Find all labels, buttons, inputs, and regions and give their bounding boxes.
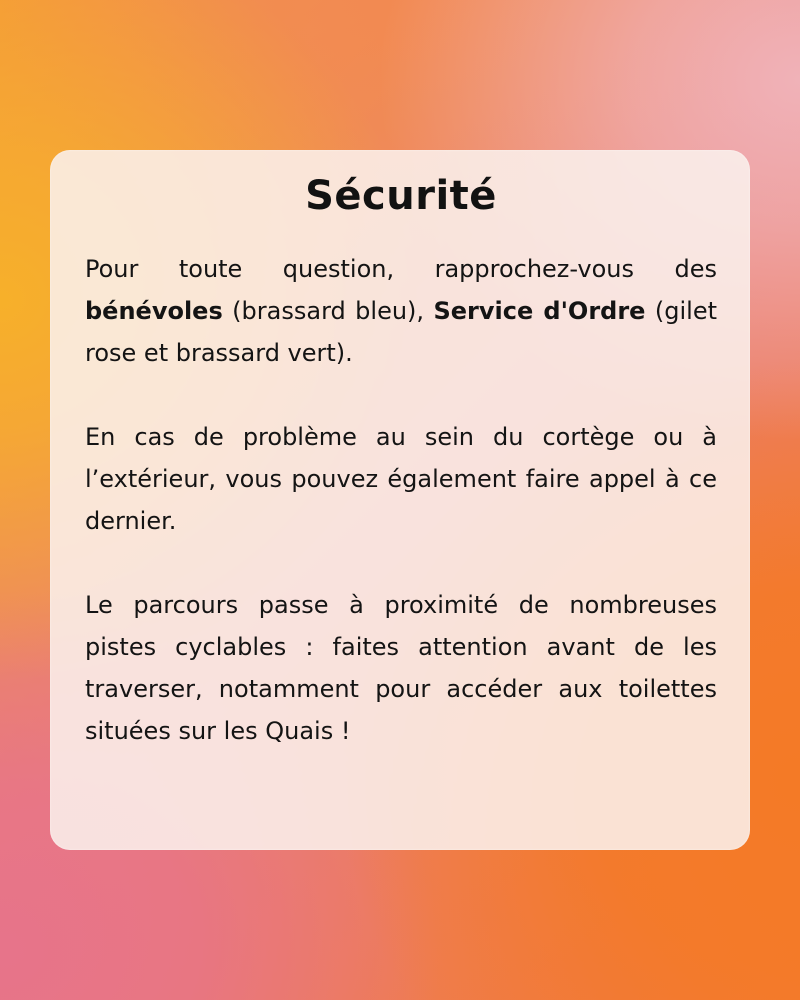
paragraph-problems: En cas de problème au sein du cortège ou à l’extérieur, vous pouvez également faire appel à ce dernier. — [85, 423, 717, 535]
card-title: Sécurité — [305, 173, 497, 219]
paragraph-contacts-text-1: Pour toute question, rapprochez-vous des — [85, 255, 717, 283]
info-card — [50, 150, 750, 850]
paragraph-contacts-text-3: (gilet rose et brassard vert). — [85, 297, 717, 367]
service-ordre-label: Service d'Ordre — [433, 297, 646, 325]
paragraph-bike-lanes: Le parcours passe à proximité de nombreuses pistes cyclables : faites attention avant de les traverser, notamment pour accéder aux toilettes situées sur les Quais ! — [85, 591, 717, 745]
volunteers-label: bénévoles — [85, 297, 223, 325]
paragraph-contacts-text-2: (brassard bleu), — [222, 297, 434, 325]
paragraph-contacts — [85, 248, 717, 374]
